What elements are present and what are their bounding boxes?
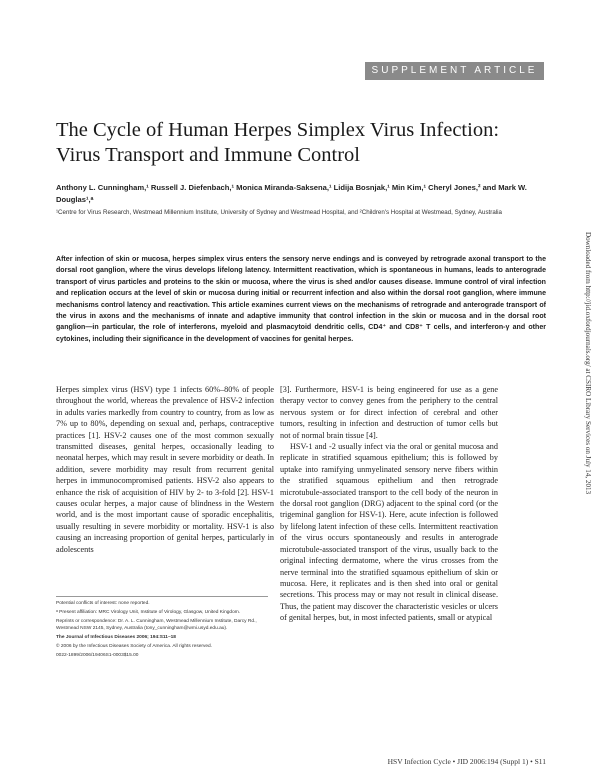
footnote-divider <box>56 596 268 597</box>
download-notice-sidebar <box>583 232 593 632</box>
footnote-journal: The Journal of Infectious Diseases 2006; 194:S11–18 <box>56 635 176 640</box>
running-footer: HSV Infection Cycle • JID 2006:194 (Suppl 1) • S11 <box>387 757 546 766</box>
paragraph: [3]. Furthermore, HSV-1 is being engineered for use as a gene therapy vector to convey genes from the periphery to the central nervous system or for direct infection of cerebral and other tumors, resulting in infection and destruction of tumor cells but not of normal brain tissue [4]. <box>280 385 498 440</box>
footnotes <box>56 600 268 661</box>
article-title: The Cycle of Human Herpes Simplex Virus Infection: Virus Transport and Immune Control <box>56 119 500 166</box>
footnote-present-affiliation: ᵃ Present affiliation: MRC Virology Unit, Institute of Virology, Glasgow, United Kingdom. <box>56 610 241 615</box>
footnote-copyright: © 2006 by the Infectious Diseases Society of America. All rights reserved. <box>56 644 213 649</box>
footnote-reprints: Reprints or correspondence: Dr. A. L. Cunningham, Westmead Millennium Institute, Darcy Rd., Westmead NSW 2145, Sydney, Australia (tony_cunningham@wmi.usyd.edu.au). <box>56 619 257 631</box>
body-column-right <box>280 384 498 758</box>
footnote-issn: 0022-1899/2006/19406S1-0003$15.00 <box>56 653 139 658</box>
paragraph: Herpes simplex virus (HSV) type 1 infects 60%–80% of people throughout the world, whereas the prevalence of HSV-2 infection in adults varies markedly from country to country, from as low as 7% up to 80%, depending on sexual and, perhaps, contraceptive practices [1]. HSV-2 causes one of the most common sexually transmitted diseases, genital herpes, occasionally leading to neonatal herpes, which may result in severe morbidity or death. In addition, severe morbidity may result from recurrent genital herpes in immunocompromised patients. HSV-2 also appears to enhance the risk of acquisition of HIV by 2- to 3-fold [2]. HSV-1 causes ocular herpes, a major cause of blindness in the Western world, and is the most important cause of sporadic encephalitis, usually resulting in severe morbidity or mortality. HSV-1 is also causing an increasing proportion of genital herpes, particularly in adolescents <box>56 385 274 554</box>
author-list: Anthony L. Cunningham,¹ Russell J. Diefenbach,¹ Monica Miranda-Saksena,¹ Lidija Bosnjak,¹ Min Kim,¹ Cheryl Jones,² and Mark W. Douglas¹,ᵃ <box>56 183 527 204</box>
paragraph: HSV-1 and -2 usually infect via the oral or genital mucosa and replicate in stratified squamous epithelium; this is followed by uptake into ramifying unmyelinated sensory nerve fibers within the stratified squamous epithelium and then retrograde microtubule-associated transport to the cell body of the neuron in the dorsal root ganglion (DRG) adjacent to the spinal cord (or the trigeminal ganglion for HSV-1). Here, acute infection is followed by lifelong latent infection of these cells. Intermittent reactivation of the virus occurs spontaneously and results in anterograde microtubule-associated transport of the virus, usually back to the original infecting dermatome, where the virus crosses from the nerve terminal into the stratified squamous epithelium of skin or mucosa. Here, it replicates and is then shed into oral or genital secretions. This process may or may not result in clinical disease. Thus, the patient may discover the characteristic vesicles or ulcers of genital herpes, but, in most infected patients, small or atypical <box>280 442 498 623</box>
author-affiliations: ¹Centre for Virus Research, Westmead Millennium Institute, University of Sydney and Westmead Hospital, and ²Children's Hospital at Westmead, Sydney, Australia <box>56 209 502 216</box>
footnote-conflicts: Potential conflicts of interest: none reported. <box>56 601 150 606</box>
download-notice-text: Downloaded from http://jid.oxfordjournals.org/ at CSIRO Library Services on July 14, 2013 <box>584 232 592 495</box>
abstract: After infection of skin or mucosa, herpes simplex virus enters the sensory nerve endings and is conveyed by retrograde axonal transport to the dorsal root ganglion, where the virus develops lifelong latency. Intermittent reactivation, which is spontaneous in humans, leads to anterograde transport of virus particles and proteins to the skin or mucosa, where the virus is shed and/or causes disease. Immune control of viral infection and replication occurs at the level of skin or mucosa during initial or recurrent infection and also within the dorsal root ganglion, where immune mechanisms control latency and reactivation. This article examines current views on the mechanisms of retrograde and anterograde transport of the virus in axons and the mechanisms of innate and adaptive immunity that control infection in the skin or mucosa and in the dorsal root ganglion—in particular, the role of interferons, myeloid and plasmacytoid dendritic cells, CD4⁺ and CD8⁺ T cells, and interferon-γ and other cytokines, including their significance in the development of vaccines for genital herpes. <box>56 256 546 343</box>
body-column-left <box>56 384 274 594</box>
section-banner: SUPPLEMENT ARTICLE <box>365 62 544 80</box>
